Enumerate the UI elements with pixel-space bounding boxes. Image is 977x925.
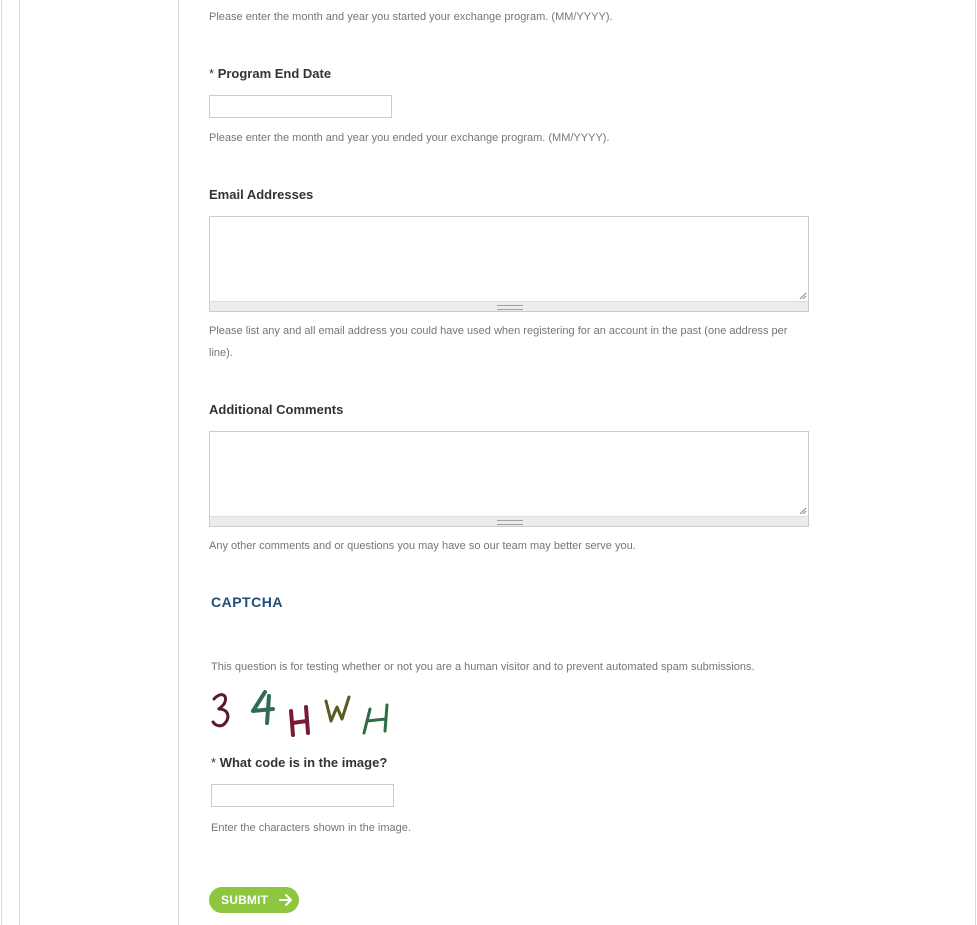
required-marker: * [211, 755, 217, 770]
submit-button-label: SUBMIT [221, 893, 269, 907]
submit-button[interactable] [209, 887, 299, 913]
end-date-label [209, 66, 331, 81]
captcha-help: Enter the characters shown in the image. [211, 822, 411, 834]
captcha-image [209, 687, 395, 739]
email-addresses-help-line1: Please list any and all email address you could have used when registering for an account in the past (one address per [209, 325, 788, 337]
captcha-question-label [211, 755, 387, 770]
captcha-question-text: What code is in the image? [219, 755, 388, 770]
grip-lines-icon [497, 305, 523, 310]
end-date-input[interactable] [209, 95, 392, 118]
sidebar-border [19, 0, 20, 925]
additional-comments-textarea[interactable] [210, 432, 808, 516]
captcha-description: This question is for testing whether or not you are a human visitor and to prevent automated spam submissions. [211, 661, 755, 673]
additional-comments-field [209, 431, 809, 527]
content-border [178, 0, 179, 925]
grip-lines-icon [497, 520, 523, 525]
arrow-right-icon [279, 893, 293, 907]
additional-comments-help: Any other comments and or questions you may have so our team may better serve you. [209, 540, 636, 552]
required-marker: * [209, 66, 215, 81]
email-addresses-help-line2: line). [209, 347, 233, 359]
email-addresses-resize-handle[interactable] [210, 301, 808, 311]
additional-comments-label: Additional Comments [209, 402, 344, 417]
email-addresses-label: Email Addresses [209, 187, 314, 202]
page-border-left [1, 0, 2, 925]
end-date-label-text: Program End Date [217, 66, 332, 81]
start-date-help: Please enter the month and year you started your exchange program. (MM/YYYY). [209, 11, 613, 23]
resize-corner-icon[interactable] [799, 292, 807, 300]
captcha-response-input[interactable] [211, 784, 394, 807]
email-addresses-textarea[interactable] [210, 217, 808, 301]
email-addresses-help [209, 320, 787, 364]
email-addresses-field [209, 216, 809, 312]
resize-corner-icon[interactable] [799, 507, 807, 515]
page-border-right [975, 0, 976, 925]
captcha-title: CAPTCHA [211, 594, 283, 610]
additional-comments-resize-handle[interactable] [210, 516, 808, 526]
end-date-help: Please enter the month and year you ended your exchange program. (MM/YYYY). [209, 132, 610, 144]
